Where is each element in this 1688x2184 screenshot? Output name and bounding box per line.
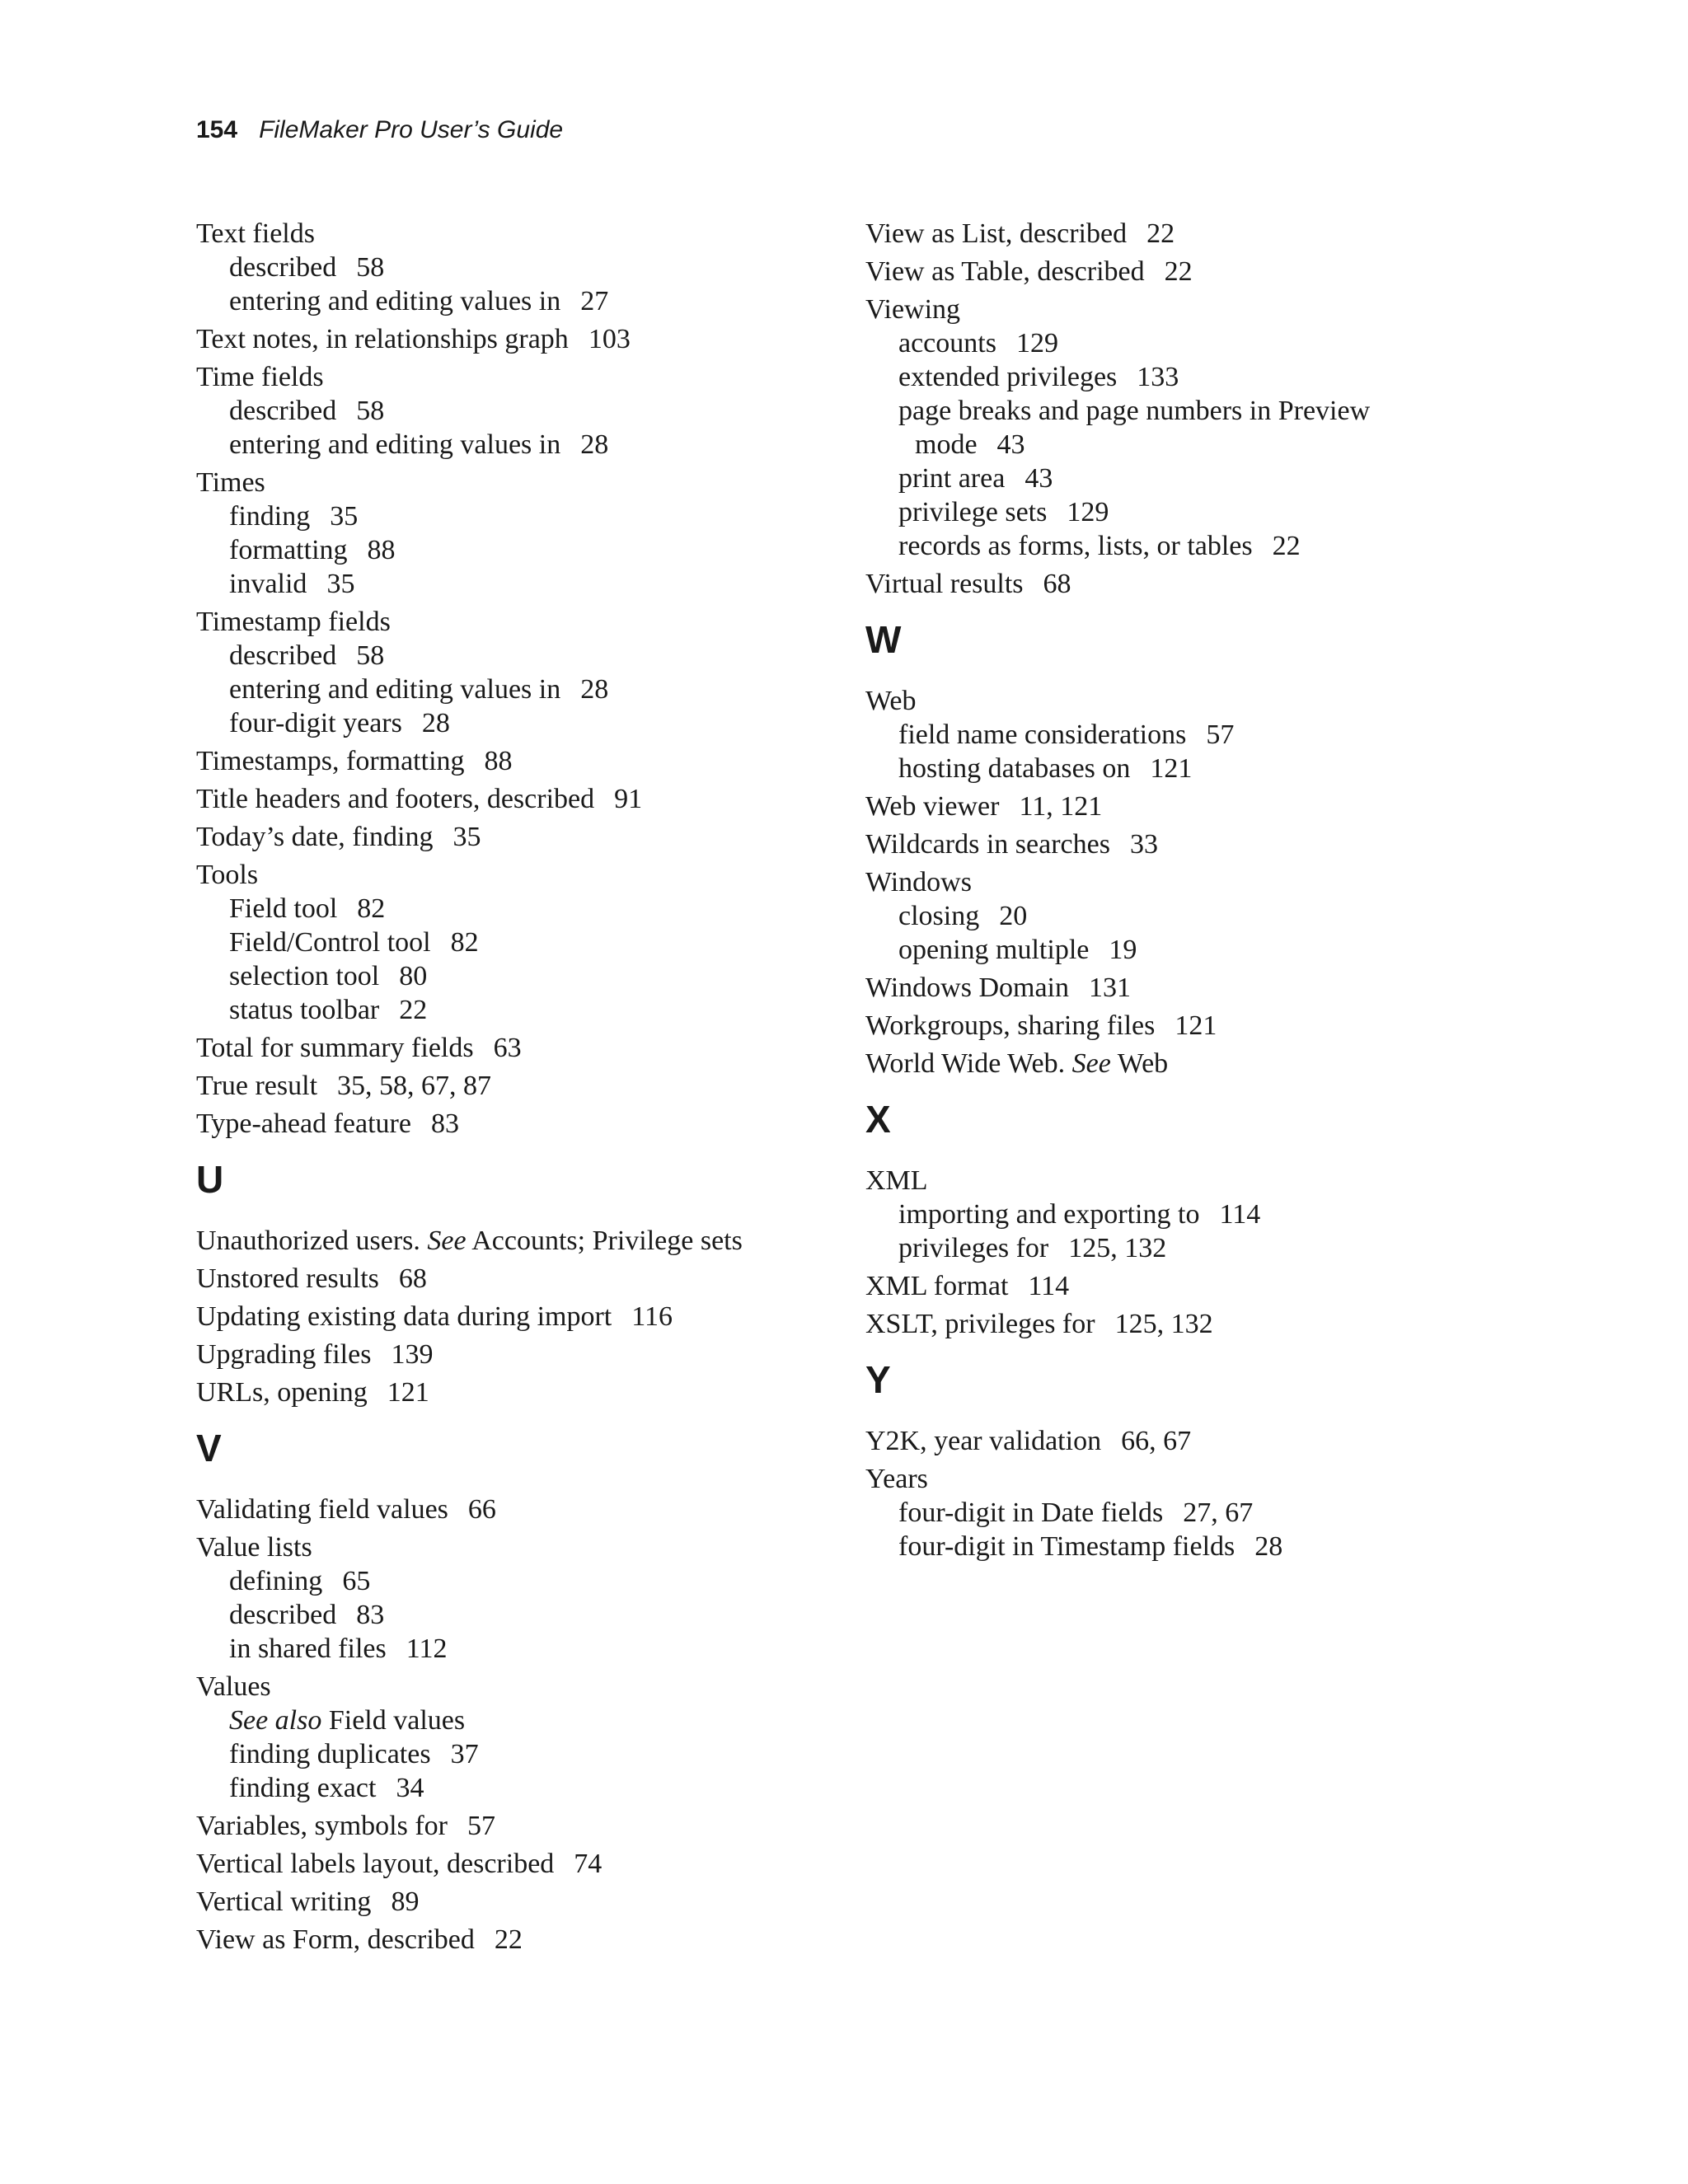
entry-pages: 68 [398,1263,427,1294]
entry-pages: 121 [387,1377,429,1408]
index-subentry [196,639,839,673]
index-subentry [196,394,839,428]
index-subentry [865,326,1492,360]
index-subentries-values [196,1737,839,1805]
entry-text: Vertical labels layout, described [196,1849,555,1879]
index-subentry [865,360,1492,394]
index-entry [196,462,839,499]
index-entry: Virtual results 68 [865,569,1071,599]
entry-text: four-digit in Date fields [898,1497,1164,1528]
index-subentries-viewing-2 [865,462,1492,563]
index-entry: Workgroups, sharing files 121 [865,1010,1217,1041]
entry-pages: 74 [574,1849,603,1879]
see-reference: See [1071,1048,1111,1079]
index-entry: Windows [865,867,972,898]
entry-pages: 35 [452,822,481,852]
entry-text: Time fields [196,362,324,392]
entry-pages: 28 [580,674,609,705]
section-letter-y: Y [865,1358,891,1401]
entry-text: extended privileges [898,362,1118,392]
entry-pages: 89 [391,1886,420,1917]
entry-text: hosting databases on [898,753,1131,784]
entry-text: formatting [229,535,348,565]
index-entry: Y2K, year validation 66, 67 [865,1426,1192,1456]
index-column-right [865,213,1492,1563]
entry-text: status toolbar [229,995,380,1025]
index-entry: XML [865,1165,928,1196]
index-subentry [196,1771,839,1805]
index-entry [196,1919,839,1957]
entry-text: Variables, symbols for [196,1811,448,1841]
index-entry: Windows Domain 131 [865,972,1131,1003]
entry-pages: 35, 58, 67, 87 [337,1071,492,1101]
entry-text: accounts [898,328,996,359]
index-subentry [865,1197,1492,1231]
entry-text: Type-ahead feature [196,1108,411,1139]
entry-text: Upgrading files [196,1339,372,1370]
entry-text: closing [898,901,980,931]
entry-pages: 82 [450,927,479,958]
index-entry [196,1805,839,1843]
entry-pages: 28 [421,708,450,738]
entry-pages: 125, 132 [1068,1233,1167,1263]
index-entry [196,1258,839,1296]
entry-text: importing and exporting to [898,1199,1200,1230]
index-entry: Web viewer 11, 121 [865,791,1103,822]
index-subentry [865,529,1492,563]
entry-pages: 28 [1254,1531,1283,1562]
entry-pages: 103 [588,324,631,354]
index-entry [196,1103,839,1141]
entry-text: described [229,396,337,426]
entry-pages: 19 [1109,935,1137,965]
entry-text: described [229,1600,337,1630]
index-subentry [196,892,839,926]
entry-pages: 129 [1067,497,1109,527]
entry-pages: 129 [1015,328,1058,359]
entry-pages: 91 [614,784,643,814]
index-subentries-viewing [865,326,1492,394]
entry-text: finding [229,501,311,532]
section-letter-v: V [196,1427,222,1469]
index-subentry [865,752,1492,785]
entry-text: Text notes, in relationships graph [196,324,569,354]
index-subentry [196,1737,839,1771]
index-subentry: page breaks and page numbers in Preview [898,396,1371,426]
entry-text: Total for summary fields [196,1033,474,1063]
index-entry [196,1843,839,1881]
index-entry: XSLT, privileges for 125, 132 [865,1309,1213,1339]
index-subentries-windows [865,899,1492,967]
entry-text: Timestamps, formatting [196,746,465,776]
index-subentry [196,1632,839,1666]
entry-pages: 34 [396,1773,424,1803]
entry-text: records as forms, lists, or tables [898,531,1253,561]
entry-text: print area [898,463,1006,494]
index-entry [196,1065,839,1103]
index-subentry: See also Field values [229,1705,466,1736]
entry-text: Today’s date, finding [196,822,434,852]
entry-pages: 22 [494,1924,523,1955]
index-subentry [196,251,839,284]
index-subentry [865,1496,1492,1530]
index-entry [196,1333,839,1371]
index-entry: Unauthorized users. See Accounts; Privilege sets [196,1226,743,1256]
entry-pages: 37 [450,1739,479,1769]
index-subentry [865,718,1492,752]
entry-pages: 121 [1150,753,1193,784]
entry-text: Times [196,467,265,498]
entry-text: finding exact [229,1773,377,1803]
entry-text: field name considerations [898,719,1187,750]
index-entry: World Wide Web. See Web [865,1048,1169,1079]
entry-text: Timestamp fields [196,607,391,637]
index-entry: View as List, described 22 [865,218,1175,249]
index-entry: Validating field values 66 [196,1494,496,1525]
entry-text: Field tool [229,893,338,924]
index-entry: Viewing [865,294,961,325]
entry-pages: 58 [356,252,385,283]
index-subentry [196,1564,839,1598]
index-group-v [196,1805,839,1957]
book-title: FileMaker Pro User’s Guide [259,116,564,143]
index-entry: XML format 114 [865,1271,1070,1301]
index-entry: Value lists [196,1532,312,1563]
index-subentry [865,495,1492,529]
entry-text: URLs, opening [196,1377,368,1408]
entry-pages: 43 [1025,463,1053,494]
entry-text: four-digit years [229,708,402,738]
index-entry [196,601,839,639]
entry-text: described [229,252,337,283]
page-header [196,115,563,145]
entry-pages: 27, 67 [1183,1497,1254,1528]
index-entry: View as Table, described 22 [865,256,1193,287]
index-entry [196,778,839,816]
page-number: 154 [196,116,238,143]
index-entry: Years [865,1464,928,1494]
entry-text: finding duplicates [229,1739,431,1769]
index-subentry [196,1598,839,1632]
entry-text: Text fields [196,218,315,249]
entry-pages: 80 [399,961,428,991]
see-also-reference: See also [229,1705,322,1736]
entry-text: selection tool [229,961,380,991]
entry-text: described [229,640,337,671]
section-letter-u: U [196,1158,224,1201]
entry-pages: 35 [326,569,355,599]
entry-text: Field/Control tool [229,927,431,958]
index-subentry [196,428,839,462]
entry-pages: 58 [356,640,385,671]
entry-pages: 139 [391,1339,434,1370]
entry-text: privilege sets [898,497,1048,527]
entry-pages: 22 [1272,531,1301,561]
entry-pages: 83 [430,1108,459,1139]
index-subentry-continuation: mode 43 [915,429,1025,460]
index-subentry [196,499,839,533]
entry-text: Tools [196,860,259,890]
entry-text: Updating existing data during import [196,1301,612,1332]
index-group-t [196,213,839,1141]
entry-text: entering and editing values in [229,286,561,316]
entry-text: Title headers and footers, described [196,784,595,814]
index-subentry [865,899,1492,933]
index-entry [196,1371,839,1409]
index-subentries-value-lists [196,1564,839,1666]
entry-text: four-digit in Timestamp fields [898,1531,1236,1562]
entry-pages: 116 [631,1301,673,1332]
index-entry [196,1881,839,1919]
entry-pages: 28 [580,429,609,460]
entry-text: Unstored results [196,1263,379,1294]
entry-text: defining [229,1566,323,1596]
index-subentries-web [865,718,1492,785]
index-subentry [196,926,839,959]
entry-text: invalid [229,569,307,599]
index-subentry [865,933,1492,967]
entry-pages: 57 [1206,719,1235,750]
index-subentry [196,567,839,601]
index-subentry [865,1231,1492,1265]
index-subentry [865,1530,1492,1563]
section-letter-w: W [865,618,902,661]
index-subentries-years [865,1496,1492,1563]
entry-text: entering and editing values in [229,429,561,460]
entry-pages: 65 [342,1566,371,1596]
entry-pages: 133 [1137,362,1179,392]
entry-text: True result [196,1071,318,1101]
entry-text: in shared files [229,1633,387,1664]
index-entry: Wildcards in searches 33 [865,829,1158,860]
entry-pages: 57 [467,1811,496,1841]
index-entry: Values [196,1671,271,1702]
entry-pages: 27 [580,286,609,316]
index-subentry [196,959,839,993]
index-entry: Web [865,686,917,716]
entry-pages: 83 [356,1600,385,1630]
entry-pages: 88 [367,535,396,565]
index-entry [196,816,839,854]
entry-text: View as Form, described [196,1924,475,1955]
section-letter-x: X [865,1098,891,1141]
index-entry [196,1296,839,1333]
entry-pages: 35 [330,501,359,532]
entry-pages: 88 [484,746,513,776]
index-subentries-xml [865,1197,1492,1265]
entry-pages: 20 [999,901,1028,931]
index-entry [196,213,839,251]
entry-pages: 114 [1219,1199,1261,1230]
index-entry [196,318,839,356]
index-entry [196,356,839,394]
entry-pages: 112 [406,1633,448,1664]
see-reference: See [427,1226,467,1256]
entry-text: opening multiple [898,935,1090,965]
entry-pages: 63 [493,1033,522,1063]
index-entry [196,740,839,778]
index-group-u [196,1258,839,1409]
index-entry [196,1027,839,1065]
index-subentry [196,993,839,1027]
index-subentry [196,706,839,740]
entry-pages: 22 [399,995,428,1025]
index-subentry [196,284,839,318]
index-entry [196,854,839,892]
entry-text: Vertical writing [196,1886,372,1917]
entry-text: entering and editing values in [229,674,561,705]
entry-text: privileges for [898,1233,1049,1263]
entry-pages: 82 [357,893,386,924]
index-subentry [196,533,839,567]
index-subentry [865,462,1492,495]
index-subentry [196,673,839,706]
index-column-left [196,213,839,1957]
entry-pages: 58 [356,396,385,426]
